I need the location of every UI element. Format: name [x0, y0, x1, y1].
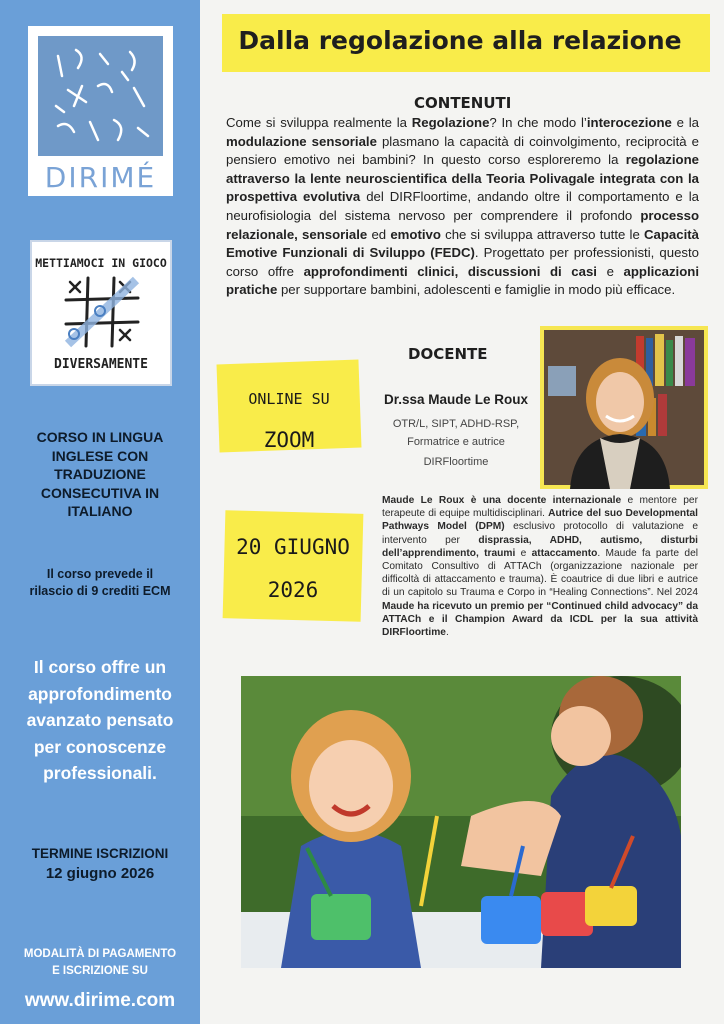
contents-text-segment: Regolazione	[411, 115, 490, 130]
bio-text-segment: Maude Le Roux è una docente internazionale	[382, 495, 622, 506]
deadline-date: 12 giugno 2026	[45, 865, 155, 882]
logo-text: DIRIMÉ	[44, 161, 157, 194]
contents-text-segment: regolazione attraverso la lente neuroscientifica della Teoria Polivagale integrata con la prospettiva evolutiva	[226, 152, 699, 205]
contents-text-segment: e	[596, 263, 624, 279]
bio-text-segment: e	[515, 547, 532, 559]
children-painting-photo	[241, 676, 681, 968]
date-day: 20 GIUGNO	[236, 535, 350, 559]
tic-tac-toe-icon	[62, 274, 142, 350]
bio-text-segment: .	[445, 627, 449, 639]
contents-text-segment: plasmano la capacità di coinvolgimento, reciprocità e pensiero emotivo nei bambini? In questo corso esploreremo la	[226, 133, 699, 168]
contents-text-segment: Capacità Emotive Funzionali di Sviluppo (FEDC)	[226, 226, 699, 261]
ecm-line-1: Il corso prevede il	[46, 567, 154, 581]
zoom-label: ZOOM	[263, 428, 315, 452]
docente-name: Dr.ssa Maude Le Roux	[383, 392, 529, 407]
bio-text-segment: disprassia, ADHD, autismo, disturbi dell’apprendimento, traumi	[382, 534, 698, 559]
ecm-credits	[0, 566, 200, 600]
contents-heading: CONTENUTI	[414, 94, 512, 112]
dirime-logo	[28, 26, 173, 196]
docente-bio	[382, 494, 698, 639]
contents-text-segment: ed	[367, 226, 391, 242]
bio-text-segment: Maude ha ricevuto un premio per “Continued child advocacy” da ATTACh e il Champion Award da ICDL per la sua attività DIRFloortime	[382, 600, 698, 639]
course-offer: Il corso offre un approfondimento avanzato pensato per conoscenze professionali.	[26, 657, 174, 783]
logo-pattern	[38, 36, 163, 156]
online-label: ONLINE SU	[248, 390, 330, 408]
bio-text-segment: e mentore per terapeute di equipe multidisciplinari.	[382, 495, 698, 520]
contents-text-segment: . Progettato per professionisti, questo corso offre	[226, 245, 699, 279]
contents-text-segment: che si sviluppa attraverso tutte le	[440, 226, 645, 242]
deadline-title: TERMINE ISCRIZIONI	[31, 846, 169, 861]
contents-text-segment: e la	[671, 115, 699, 130]
game-logo-top: METTIAMOCI IN GIOCO	[35, 256, 167, 270]
docente-role-3: DIRFloortime	[423, 456, 489, 468]
payment-info: MODALITÀ DI PAGAMENTO E ISCRIZIONE SU	[23, 948, 177, 977]
docente-photo	[540, 326, 708, 489]
bio-text-segment: attaccamento	[531, 547, 598, 559]
contents-text	[226, 114, 699, 300]
contents-text-segment: processo relazionale, sensoriale	[226, 207, 699, 242]
contents-text-segment: ? In che modo l’	[489, 115, 587, 130]
docente-role-1: OTR/L, SIPT, ADHD-RSP,	[392, 418, 520, 430]
mettiamoci-in-gioco-logo	[30, 240, 172, 386]
course-language: CORSO IN LINGUA INGLESE CON TRADUZIONE CONSECUTIVA IN ITALIANO	[36, 429, 164, 519]
date-year: 2026	[267, 578, 319, 602]
contents-text-segment: del DIRFloortime, andando oltre il comportamento e la neurofisiologia del sistema nervoso per comprendere il profondo	[226, 189, 699, 223]
bio-text-segment: Autrice del suo Developmental Pathways Model (DPM)	[382, 508, 699, 533]
contents-text-segment: modulazione sensoriale	[226, 133, 377, 149]
bio-text-segment: . Maude fa parte del Comitato Consultivo di ATTACh (organizzazione nazionale per difficoltà di attaccamento e trauma). È coautrice di due libri e autrice di un capitolo su Trauma e Corpo in “Healing Connections”. Nel 2024	[382, 547, 698, 599]
contents-text-segment: emotivo	[390, 226, 441, 242]
contents-text-segment: Come si sviluppa realmente la	[226, 115, 412, 130]
deadline	[0, 844, 200, 884]
page-title: Dalla regolazione alla relazione	[238, 26, 682, 55]
contents-text-segment: applicazioni pratiche	[226, 263, 699, 298]
game-logo-bottom: DIVERSAMENTE	[54, 357, 148, 372]
contents-text-segment: per supportare bambini, adolescenti e famiglie in modo più efficace.	[277, 282, 676, 298]
bio-text-segment: esclusivo protocollo di valutazione e intervento per	[382, 521, 699, 546]
docente-role-2: Formatrice e autrice	[407, 436, 505, 448]
date-badge-bg	[223, 510, 364, 622]
contents-text-segment: approfondimenti clinici, discussioni di casi	[303, 263, 597, 279]
ecm-line-2: rilascio di 9 crediti ECM	[29, 584, 171, 598]
docente-heading: DOCENTE	[408, 345, 488, 363]
website-link[interactable]: www.dirime.com	[24, 990, 176, 1011]
contents-text-segment: interocezione	[586, 115, 672, 130]
